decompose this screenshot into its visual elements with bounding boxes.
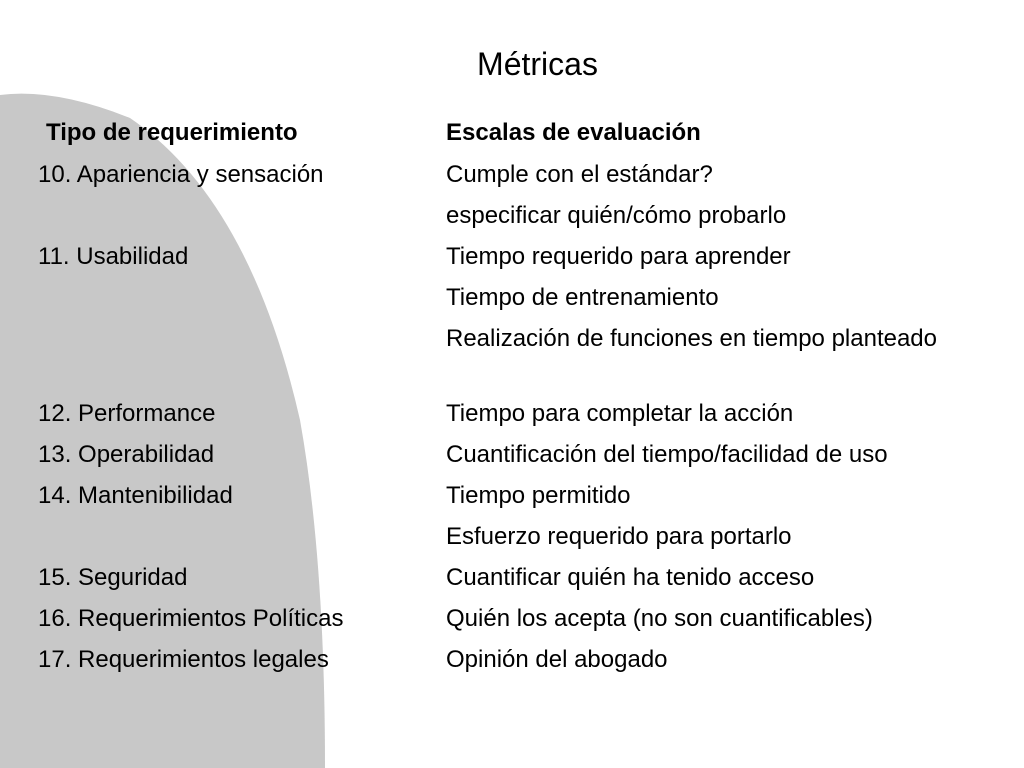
row-scale: Realización de funciones en tiempo planteado [446,325,938,352]
row-scale: Esfuerzo requerido para portarlo [446,523,792,550]
slide-title: Métricas [477,46,598,82]
row-scale: Tiempo permitido [446,482,631,509]
column-header-scale: Escalas de evaluación [446,119,701,146]
row-type-12: 12. Performance [38,400,216,427]
column-header-type: Tipo de requerimiento [46,119,298,146]
row-type-16: 16. Requerimientos Políticas [38,605,344,632]
row-scale: especificar quién/cómo probarlo [446,202,787,229]
row-scale: Tiempo de entrenamiento [446,284,719,311]
row-scale: Opinión del abogado [446,646,668,673]
row-type-17: 17. Requerimientos legales [38,646,329,673]
row-type-15: 15. Seguridad [38,564,188,591]
row-scale: Tiempo para completar la acción [446,400,794,427]
row-type-14: 14. Mantenibilidad [38,482,233,509]
row-scale: Cuantificación del tiempo/facilidad de uso [446,441,888,468]
row-type-13: 13. Operabilidad [38,441,215,468]
row-type-11: 11. Usabilidad [38,243,189,270]
row-scale: Cumple con el estándar? [446,161,713,188]
row-scale: Tiempo requerido para aprender [446,243,791,270]
row-scale: Quién los acepta (no son cuantificables) [446,605,873,632]
row-type-10: 10. Apariencia y sensación [38,161,324,188]
row-scale: Cuantificar quién ha tenido acceso [446,564,815,591]
